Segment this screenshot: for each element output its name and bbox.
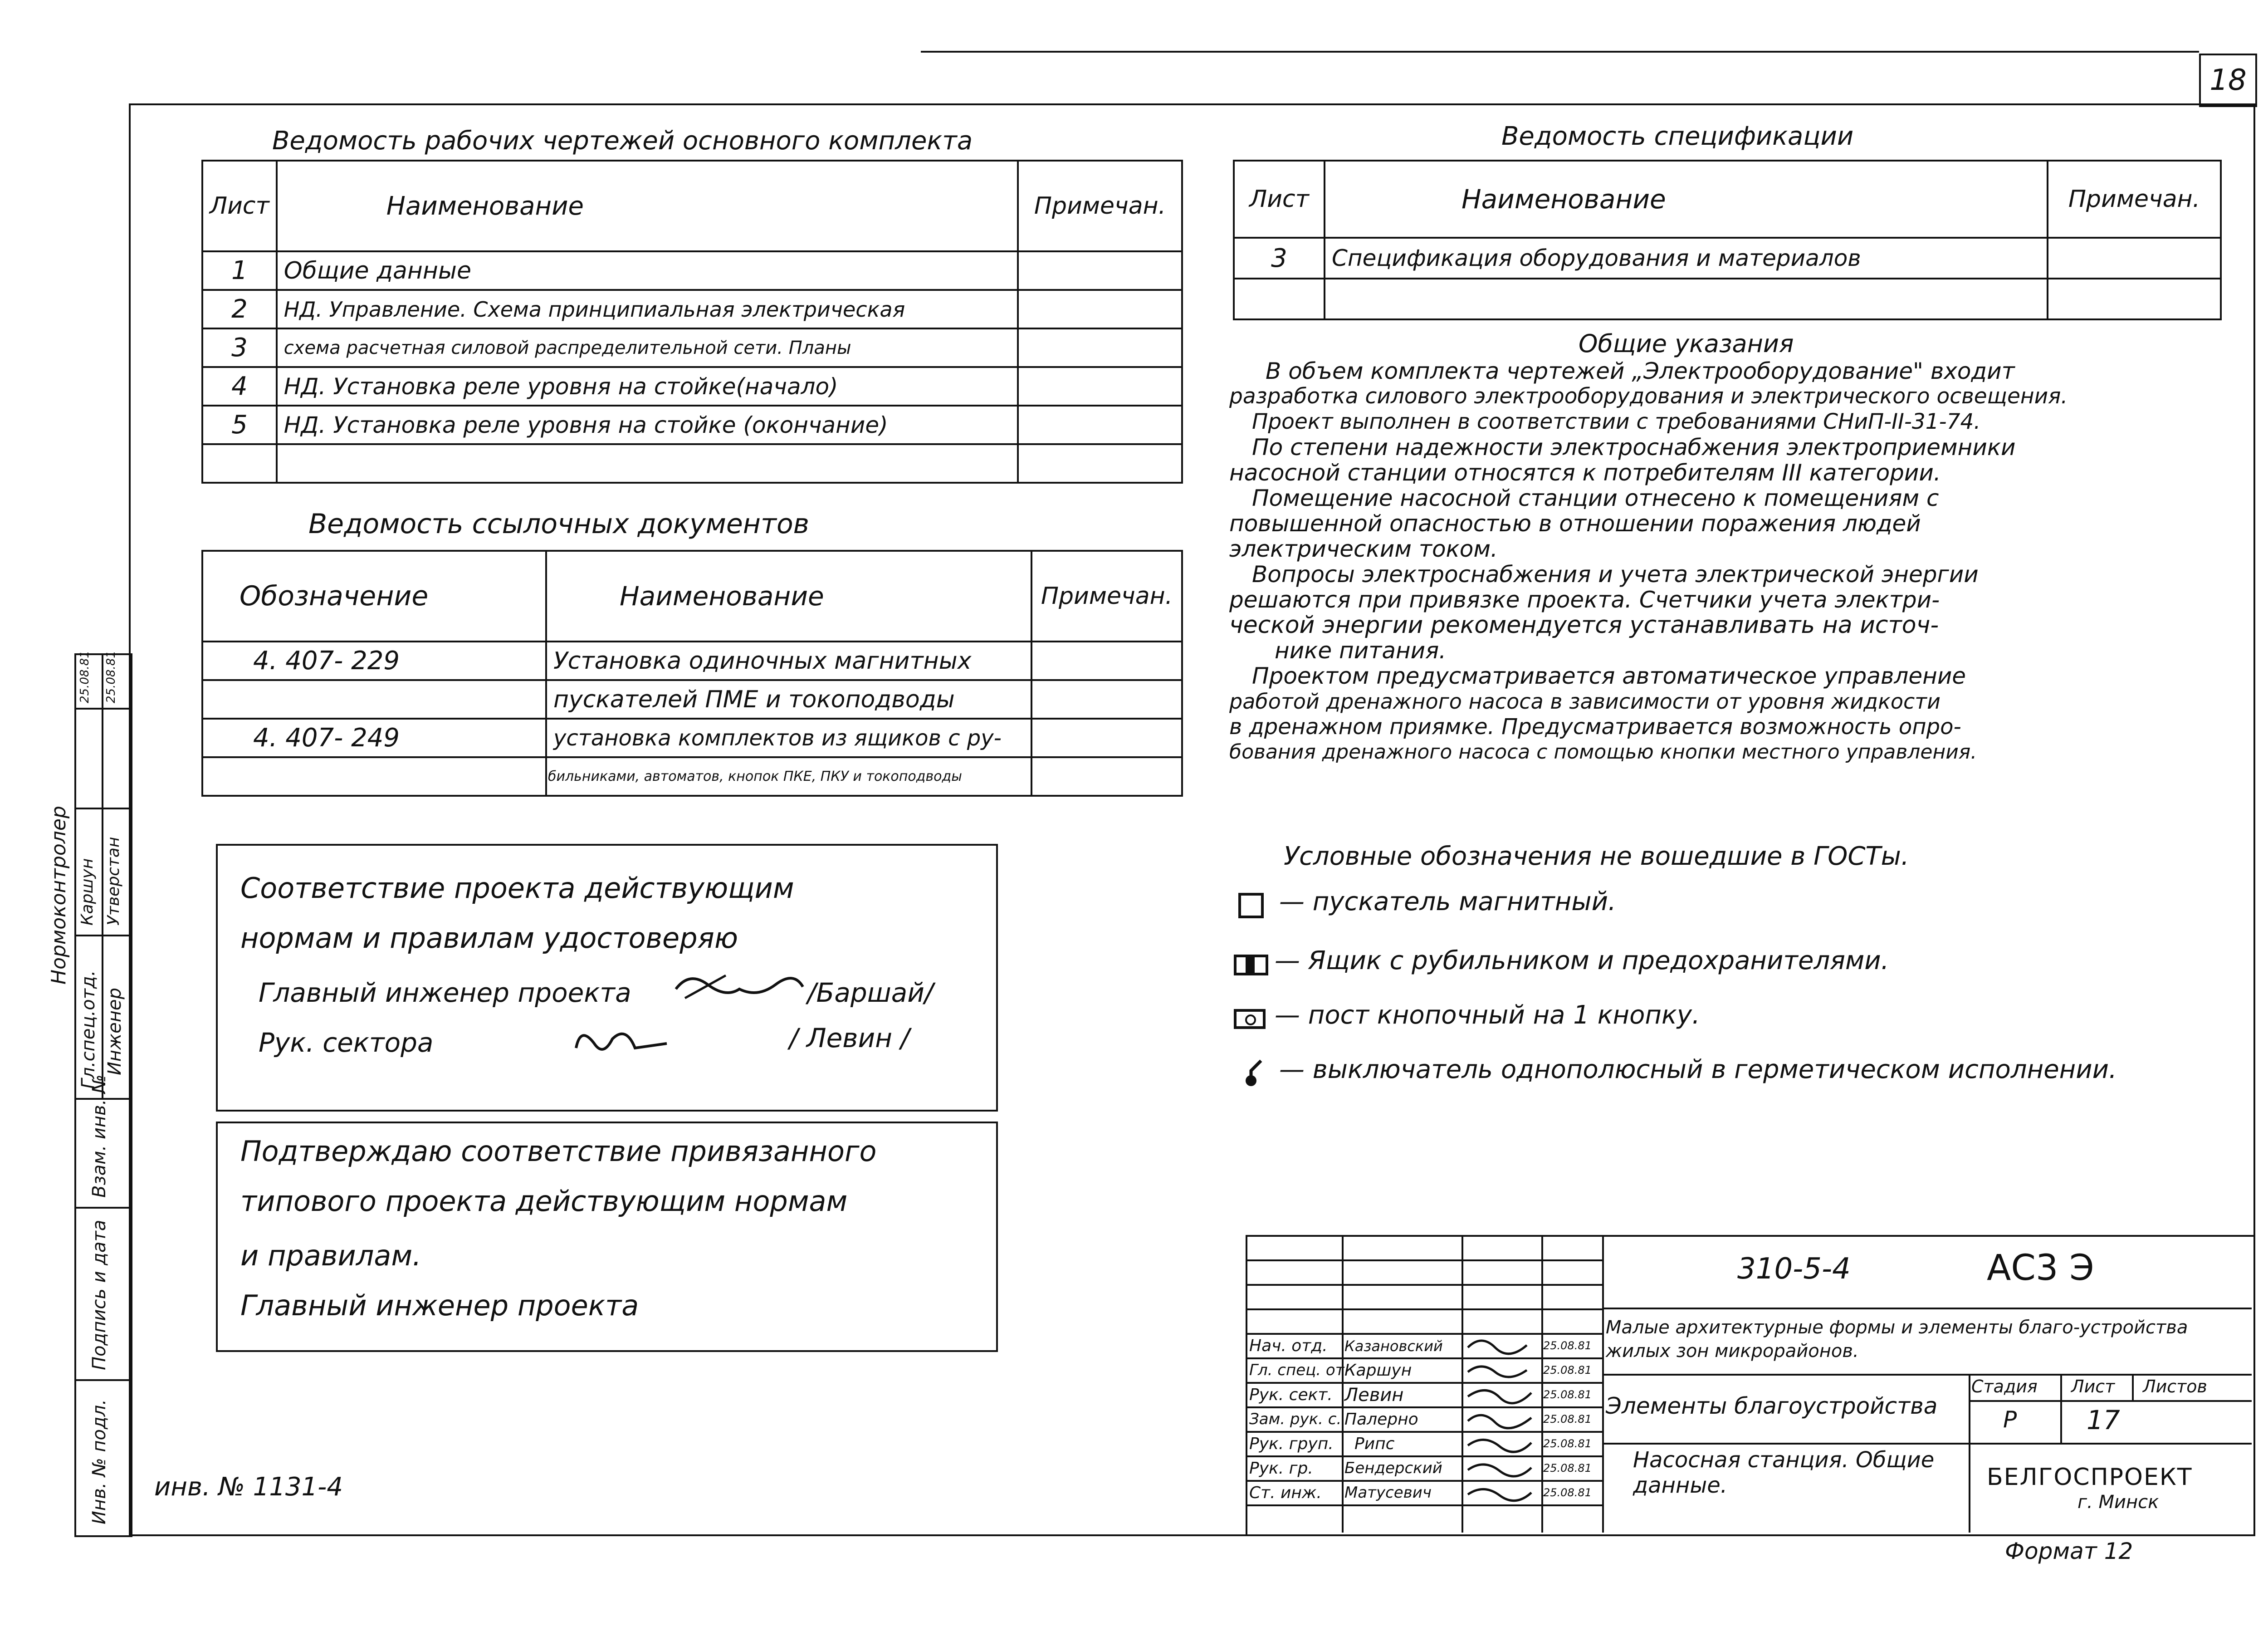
legend-text: — выключатель однополюсный в герметическом исполнении.: [1279, 1055, 2117, 1084]
general-notes-title: Общие указания: [1579, 329, 1794, 358]
box-switch-icon: [1234, 955, 1268, 975]
table-cell: 5: [202, 406, 277, 444]
staff-date: 25.08.81: [1543, 1462, 1592, 1474]
page-number: 18: [2209, 64, 2247, 97]
staff-date: 25.08.81: [1543, 1339, 1592, 1352]
switch-icon: [1243, 1057, 1270, 1089]
side-label-engineer: Инженер: [104, 988, 125, 1075]
table-cell: [1031, 680, 1182, 719]
table-cell: 1: [202, 251, 277, 290]
staff-name: Каршун: [1344, 1361, 1412, 1380]
confirmation-line3: и правилам.: [240, 1239, 421, 1272]
staff-role: Рук. сект.: [1249, 1386, 1333, 1404]
compliance-line2: нормам и правилам удостоверяю: [240, 921, 738, 955]
side-name-karshun: Каршун: [78, 858, 97, 926]
side-name-approved: Утверстан: [104, 837, 123, 926]
section-name: Элементы благоустройства: [1606, 1393, 1938, 1419]
table-cell: [1031, 719, 1182, 757]
col-header-note: Примечан.: [1018, 161, 1182, 251]
table-cell: схема расчетная силовой распределительной сети. Планы: [277, 328, 1018, 367]
note-line: электрическим током.: [1229, 536, 1498, 562]
table-row: [1247, 1382, 1606, 1406]
note-line: разработка силового электрооборудования и электрического освещения.: [1229, 384, 2068, 409]
staff-role: Рук. груп.: [1249, 1435, 1334, 1453]
table-cell: бильниками, автоматов, кнопок ПКЕ, ПКУ и токоподводы: [546, 757, 1031, 796]
side-date-1: 25.08.81: [78, 651, 92, 703]
col-header-sheet: Лист: [1234, 161, 1325, 238]
staff-date: 25.08.81: [1543, 1388, 1592, 1401]
table-cell: 3: [202, 328, 277, 367]
sheet-name: Насосная станция. Общие данные.: [1633, 1447, 1935, 1498]
table-cell: Установка одиночных магнитных: [546, 642, 1031, 680]
staff-name: Бендерский: [1344, 1459, 1442, 1477]
table-cell: НД. Управление. Схема принципиальная электрическая: [277, 290, 1018, 328]
staff-date: 25.08.81: [1543, 1364, 1592, 1376]
legend-text: — пост кнопочный на 1 кнопку.: [1275, 1000, 1700, 1030]
organization-city: г. Минск: [2077, 1492, 2159, 1513]
references-list-title: Ведомость ссылочных документов: [308, 508, 810, 540]
confirmation-line2: типового проекта действующим нормам: [240, 1185, 848, 1218]
table-cell: установка комплектов из ящиков с ру-: [546, 719, 1031, 757]
col-header-code: Обозначение: [202, 551, 546, 642]
table-cell: НД. Установка реле уровня на стойке (окончание): [277, 406, 1018, 444]
table-cell: 2: [202, 290, 277, 328]
staff-date: 25.08.81: [1543, 1437, 1592, 1450]
table-cell: [1031, 642, 1182, 680]
table-cell: 4. 407- 229: [202, 642, 546, 680]
table-cell: 4: [202, 367, 277, 406]
table-cell: [202, 757, 546, 796]
note-line: Помещение насосной станции отнесено к помещениям с: [1252, 485, 1939, 511]
table-cell: [277, 444, 1018, 483]
staff-date: 25.08.81: [1543, 1413, 1592, 1425]
confirmation-line1: Подтверждаю соответствие привязанного: [240, 1135, 877, 1168]
legend-text: — пускатель магнитный.: [1279, 887, 1616, 916]
note-line: бования дренажного насоса с помощью кнопки местного управления.: [1229, 740, 1977, 764]
table-cell: [1018, 444, 1182, 483]
note-line: повышенной опасностью в отношении поражения людей: [1229, 510, 1921, 537]
project-mark: АС3 Э: [1987, 1248, 2094, 1288]
sector-head-name: / Левин /: [789, 1023, 910, 1053]
references-list-table: [201, 550, 1183, 797]
table-cell: Спецификация оборудования и материалов: [1325, 238, 2048, 279]
table-row: [1247, 1333, 1606, 1357]
top-line: [921, 51, 2199, 53]
table-row: [1247, 1480, 1606, 1504]
project-code: 310-5-4: [1737, 1252, 1851, 1286]
note-line: нике питания.: [1275, 637, 1447, 664]
staff-name: Казановский: [1344, 1337, 1443, 1355]
table-cell: [1234, 279, 1325, 319]
side-divider: [102, 653, 103, 1098]
stage-value: Р: [2003, 1406, 2017, 1433]
staff-name: Левин: [1344, 1385, 1404, 1406]
sheet-label: Лист: [2071, 1376, 2115, 1396]
side-date-2: 25.08.81: [104, 651, 118, 703]
note-line: насосной станции относятся к потребителям III категории.: [1229, 460, 1941, 486]
table-cell: [1031, 757, 1182, 796]
table-row: [1247, 1455, 1606, 1480]
staff-signatures: [1463, 1334, 1540, 1506]
table-row: [1247, 1357, 1606, 1382]
table-cell: [202, 444, 277, 483]
general-notes: [1229, 358, 2236, 765]
table-cell: [1018, 406, 1182, 444]
sheets-label: Листов: [2143, 1376, 2207, 1396]
project-name: Малые архитектурные формы и элементы благо-устройства жилых зон микрорайонов.: [1606, 1317, 2188, 1362]
table-row: [1247, 1406, 1606, 1431]
table-cell: [1018, 290, 1182, 328]
note-line: в дренажном приямке. Предусматривается возможность опро-: [1229, 714, 1961, 740]
specs-list-table: [1233, 160, 2222, 320]
format-label: Формат 12: [2005, 1538, 2133, 1564]
side-label-normcontrol: Нормоконтролер: [47, 806, 70, 985]
sector-head-label: Рук. сектора: [259, 1027, 434, 1058]
page-number-box: [2199, 54, 2257, 107]
staff-role: Гл. спец. от: [1249, 1361, 1344, 1379]
legend-title: Условные обозначения не вошедшие в ГОСТы.: [1284, 842, 1909, 871]
table-cell: [1018, 328, 1182, 367]
drawings-list-table: [201, 160, 1183, 484]
side-label-chief-spec: Гл.спец.отд.: [78, 970, 99, 1089]
table-cell: [1018, 367, 1182, 406]
col-header-name: Наименование: [546, 551, 1031, 642]
note-line: работой дренажного насоса в зависимости от уровня жидкости: [1229, 689, 1941, 714]
legend-text: — Ящик с рубильником и предохранителями.: [1275, 946, 1889, 975]
note-line: Вопросы электроснабжения и учета электрической энергии: [1252, 561, 1979, 588]
chief-engineer-label: Главный инженер проекта: [259, 977, 631, 1008]
sheet-value: 17: [2087, 1405, 2120, 1435]
table-cell: [2048, 279, 2221, 319]
compliance-line1: Соответствие проекта действующим: [240, 872, 794, 905]
note-line: решаются при привязке проекта. Счетчики учета электри-: [1229, 587, 1940, 613]
side-label-inv-original: Инв. № подл.: [89, 1399, 110, 1524]
sector-head-signature: [567, 1021, 676, 1062]
table-cell: 3: [1234, 238, 1325, 279]
staff-name: Палерно: [1344, 1410, 1418, 1429]
button-post-icon: [1234, 1009, 1266, 1029]
table-row: [1247, 1431, 1606, 1455]
organization-name: БЕЛГОСПРОЕКТ: [1987, 1464, 2193, 1491]
col-header-note: Примечан.: [2048, 161, 2221, 238]
staff-name: Рипс: [1354, 1435, 1395, 1453]
side-label-signature-date: Подпись и дата: [89, 1220, 110, 1370]
staff-role: Ст. инж.: [1249, 1484, 1322, 1502]
note-line: ческой энергии рекомендуется устанавливать на источ-: [1229, 612, 1939, 639]
confirmation-line4: Главный инженер проекта: [240, 1289, 639, 1322]
table-cell: пускателей ПМЕ и токоподводы: [546, 680, 1031, 719]
note-line: Проектом предусматривается автоматическое управление: [1252, 663, 1966, 689]
staff-role: Нач. отд.: [1249, 1337, 1328, 1355]
table-cell: [202, 680, 546, 719]
table-cell: НД. Установка реле уровня на стойке(начало): [277, 367, 1018, 406]
col-header-name: Наименование: [1325, 161, 2048, 238]
col-header-name: Наименование: [277, 161, 1018, 251]
specs-list-title: Ведомость спецификации: [1501, 122, 1854, 151]
table-cell: [1018, 251, 1182, 290]
drawings-list-title: Ведомость рабочих чертежей основного комплекта: [272, 126, 973, 156]
note-line: Проект выполнен в соответствии с требованиями СНиП-II-31-74.: [1252, 409, 1981, 434]
chief-engineer-name: /Баршай/: [807, 977, 934, 1008]
table-cell: Общие данные: [277, 251, 1018, 290]
table-cell: [2048, 238, 2221, 279]
note-line: В объем комплекта чертежей „Электрооборудование" входит: [1266, 358, 2015, 384]
square-icon: [1238, 893, 1264, 918]
note-line: По степени надежности электроснабжения электроприемники: [1252, 434, 2016, 460]
col-header-note: Примечан.: [1031, 551, 1182, 642]
stage-label: Стадия: [1971, 1376, 2038, 1396]
staff-role: Зам. рук. с.: [1249, 1410, 1342, 1428]
table-cell: [1325, 279, 2048, 319]
table-cell: 4. 407- 249: [202, 719, 546, 757]
col-header-sheet: Лист: [202, 161, 277, 251]
staff-name: Матусевич: [1344, 1484, 1432, 1502]
inventory-number: инв. № 1131-4: [154, 1472, 343, 1502]
staff-date: 25.08.81: [1543, 1486, 1592, 1499]
staff-role: Рук. гр.: [1249, 1459, 1313, 1478]
chief-signature: [671, 966, 807, 1007]
side-label-replace-inv: Взам. инв. №: [89, 1074, 110, 1198]
